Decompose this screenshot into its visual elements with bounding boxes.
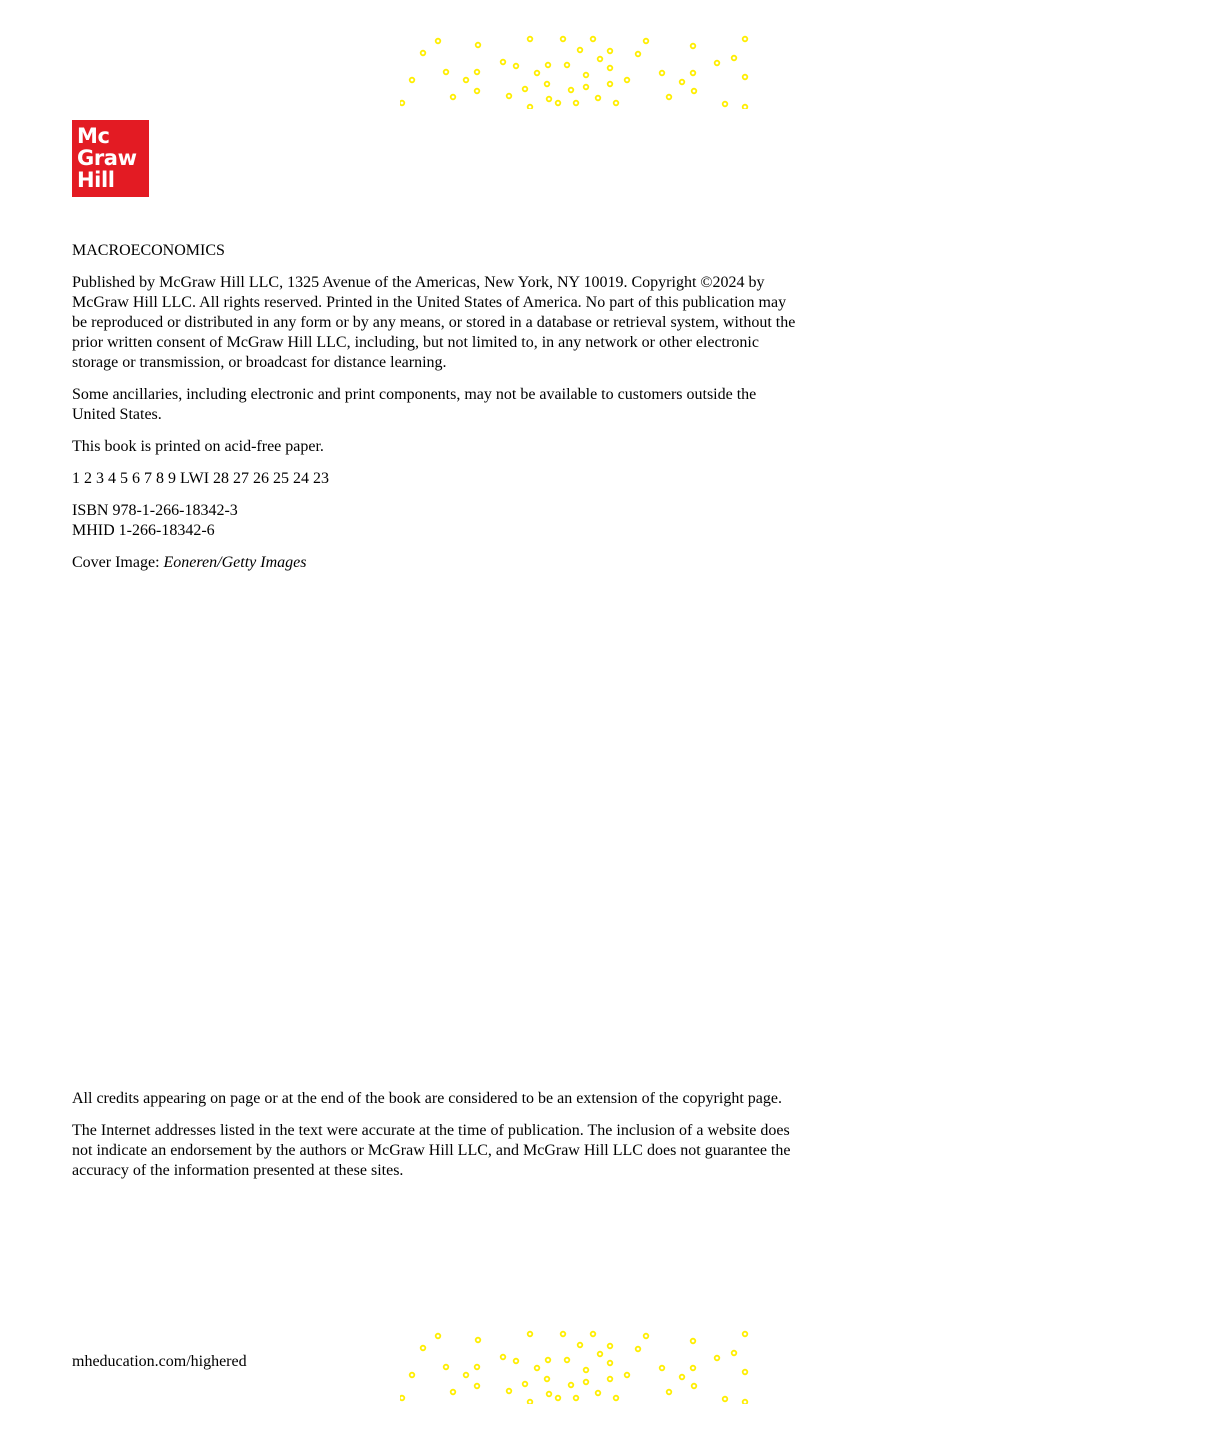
isbn: ISBN 978-1-266-18342-3 [72,502,238,519]
decorative-dot [614,1396,619,1401]
decorative-dot [528,37,533,42]
decorative-dot [556,1396,561,1401]
decorative-dot [476,1338,481,1343]
decorative-dot [514,64,519,69]
decorative-dot [680,1375,685,1380]
decorative-dot [743,37,748,42]
decorative-dot [444,70,449,75]
decorative-dot [644,1334,649,1339]
copyright-content [72,241,797,585]
isbn-block [72,501,797,541]
ancillaries-paragraph: Some ancillaries, including electronic and print components, may not be available to customers outside the United States. [72,386,757,423]
decorative-dot [501,1355,506,1360]
mhid: MHID 1-266-18342-6 [72,522,215,539]
decorative-dot [732,1351,737,1356]
decorative-dot [608,49,613,54]
decorative-dot [636,52,641,57]
decorative-dot [660,71,665,76]
decorative-dot [584,1368,589,1373]
decorative-dot [556,101,561,106]
decorative-dot [574,101,579,106]
decorative-dot [598,57,603,62]
decorative-dot [667,95,672,100]
decorative-dot [625,1373,630,1378]
decorative-dot [732,56,737,61]
decorative-dot [608,1344,613,1349]
decorative-dot [743,1332,748,1337]
decorative-dot [547,97,552,102]
decorative-dot [584,85,589,90]
decorative-dot [591,1332,596,1337]
decorative-dot [723,1397,728,1402]
decorative-dot [608,82,613,87]
decorative-dot [451,1390,456,1395]
decorative-dot [410,1373,415,1378]
publisher-paragraph: Published by McGraw Hill LLC, 1325 Avenue of the Americas, New York, NY 10019. Copyright ©2024 by McGraw Hill LLC. All rights reserved. Printed in the United States of America. No part of this publication may be reproduced or distributed in any form or by any means, or stored in a database or retrieval system, without the prior written consent of McGraw Hill LLC, including, but not limited to, in any network or other electronic storage or transmission, or broadcast for distance learning. [72,274,796,371]
decorative-dot [546,1358,551,1363]
decorative-dot [691,1339,696,1344]
decorative-dot [596,96,601,101]
decorative-dot [692,89,697,94]
decorative-dot [578,48,583,53]
logo-line-hill: Hill [77,168,115,192]
decorative-dot [475,89,480,94]
decorative-dot [574,1396,579,1401]
decorative-dot [569,1383,574,1388]
decorative-dot [528,1332,533,1337]
decorative-dot [547,1392,552,1397]
decorative-dot [514,1359,519,1364]
decorative-dot [451,95,456,100]
logo-line-mc: Mc [77,124,110,148]
decorative-dot [523,1382,528,1387]
website-url: mheducation.com/highered [72,1353,247,1370]
decorative-dot [691,1366,696,1371]
decorative-dot [715,1356,720,1361]
decorative-dot [507,94,512,99]
paper-note: This book is printed on acid-free paper. [72,438,324,455]
decorative-dot [743,1400,748,1404]
printing-line: 1 2 3 4 5 6 7 8 9 LWI 28 27 26 25 24 23 [72,470,330,487]
book-title: MACROECONOMICS [72,242,225,259]
decorative-dot [743,75,748,80]
decorative-dot [591,37,596,42]
decorative-dot [614,101,619,106]
decorative-dot [410,78,415,83]
decorative-dot [565,1358,570,1363]
decorative-dot [723,102,728,107]
mcgraw-hill-logo [72,120,149,197]
decorative-dot [444,1365,449,1370]
decorative-dot [680,80,685,85]
decorative-dot [528,1400,533,1404]
decorative-dot [464,78,469,83]
decorative-dot [584,73,589,78]
decorative-dot [743,1370,748,1375]
decorative-dot [715,61,720,66]
cover-image-source: Eoneren/Getty Images [163,554,307,571]
decorative-dot [535,1366,540,1371]
dot-pattern-bottom [400,1330,752,1404]
decorative-dot [667,1390,672,1395]
decorative-dot [400,101,404,106]
internet-paragraph: The Internet addresses listed in the text were accurate at the time of publication. The inclusion of a website does not indicate an endorsement by the authors or McGraw Hill LLC, and McGraw Hill LLC does not guarantee the accuracy of the information presented at these sites. [72,1122,791,1179]
decorative-dot [421,1346,426,1351]
decorative-dot [476,43,481,48]
decorative-dot [691,44,696,49]
decorative-dot [743,105,748,109]
decorative-dot [565,63,570,68]
decorative-dot [596,1391,601,1396]
decorative-dot [501,60,506,65]
decorative-dot [569,88,574,93]
decorative-dot [660,1366,665,1371]
decorative-dot [400,1396,404,1401]
decorative-dot [561,1332,566,1337]
decorative-dot [421,51,426,56]
decorative-dot [608,1377,613,1382]
decorative-dot [475,70,480,75]
dot-pattern-top [400,35,752,109]
decorative-dot [692,1384,697,1389]
decorative-dot [625,78,630,83]
decorative-dot [507,1389,512,1394]
decorative-dot [436,39,441,44]
credits-paragraph: All credits appearing on page or at the end of the book are considered to be an extension of the copyright page. [72,1090,782,1107]
decorative-dot [644,39,649,44]
cover-image-label: Cover Image: [72,554,164,571]
decorative-dot [535,71,540,76]
decorative-dot [608,1361,613,1366]
decorative-dot [464,1373,469,1378]
decorative-dot [523,87,528,92]
decorative-dot [561,37,566,42]
decorative-dot [475,1384,480,1389]
logo-line-graw: Graw [77,146,137,170]
decorative-dot [475,1365,480,1370]
decorative-dot [691,71,696,76]
decorative-dot [528,105,533,109]
decorative-dot [636,1347,641,1352]
decorative-dot [584,1380,589,1385]
decorative-dot [545,82,550,87]
decorative-dot [578,1343,583,1348]
footnotes [72,1089,792,1193]
decorative-dot [546,63,551,68]
decorative-dot [436,1334,441,1339]
decorative-dot [598,1352,603,1357]
cover-image-credit [72,553,797,573]
decorative-dot [545,1377,550,1382]
decorative-dot [608,66,613,71]
